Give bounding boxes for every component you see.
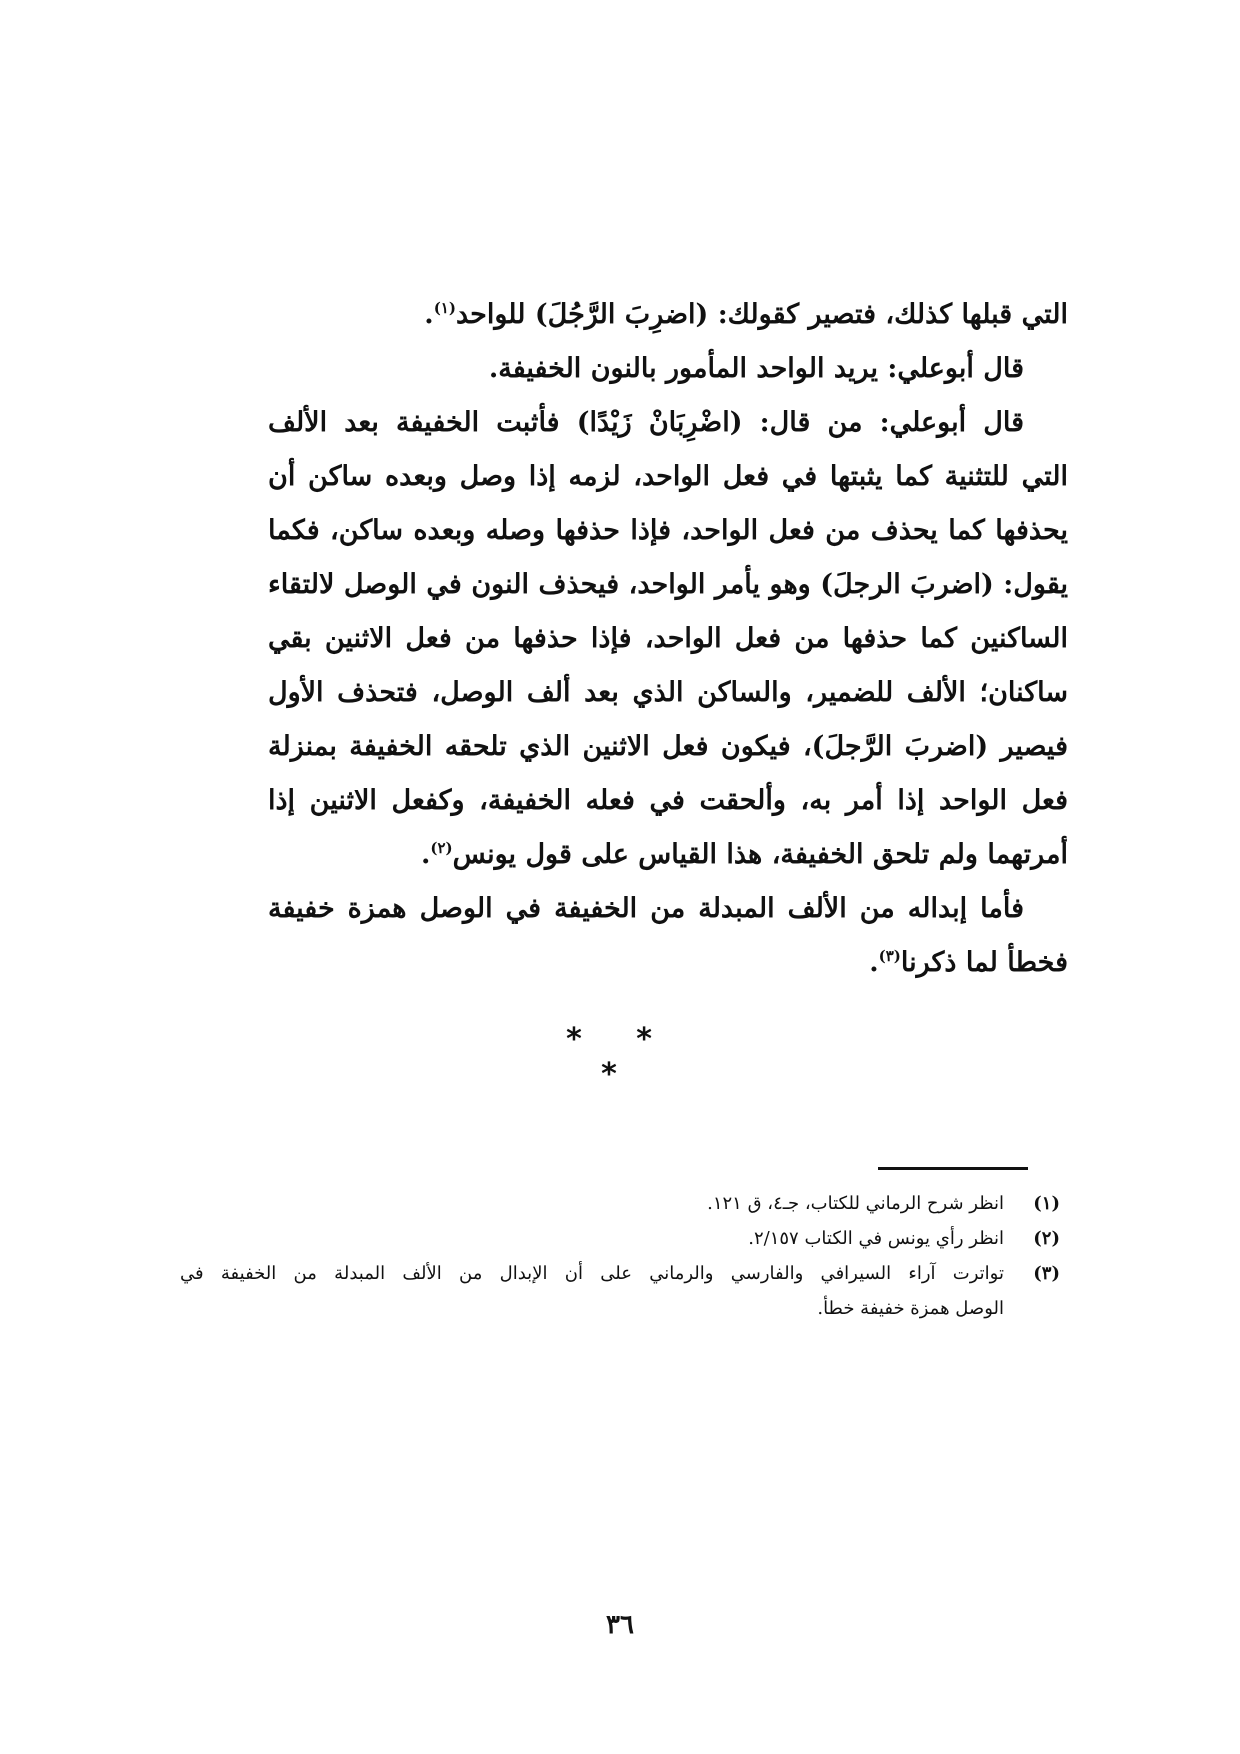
text-line: قال أبوعلي: من قال: (اضْرِبَانْ زَيْدًا) فأثبت الخفيفة بعد الألف <box>268 407 1024 438</box>
footnote-ref: (٢) <box>430 839 453 857</box>
footnote-text: تواترت آراء السيرافي والفارسي والرماني على أن الإبدال من الألف المبدلة من الخفيفة في <box>180 1263 1004 1284</box>
text-line: فيصير (اضربَ الرَّجلَ)، فيكون فعل الاثنين الذي تلحقه الخفيفة بمنزلة <box>268 731 1068 762</box>
footnote-text: انظر شرح الرماني للكتاب، جـ٤، ق ١٢١. <box>707 1193 1004 1214</box>
text-line: قال أبوعلي: يريد الواحد المأمور بالنون الخفيفة. <box>488 353 1024 384</box>
text-line: يقول: (اضربَ الرجلَ) وهو يأمر الواحد، فيحذف النون في الوصل لالتقاء <box>268 569 1068 600</box>
footnote-divider <box>878 1167 1028 1170</box>
main-text <box>268 288 1068 990</box>
footnote-number: (١) <box>1033 1193 1060 1214</box>
text-line: فأما إبداله من الألف المبدلة من الخفيفة في الوصل همزة خفيفة <box>268 893 1024 924</box>
footnote-continuation: الوصل همزة خفيفة خطأ. <box>817 1298 1004 1319</box>
text-line: أمرتهما ولم تلحق الخفيفة، هذا القياس على قول يونس$^{(٢)}$. <box>420 839 1068 870</box>
text-line: فعل الواحد إذا أمر به، وألحقت في فعله الخفيفة، وكفعل الاثنين إذا <box>268 785 1068 816</box>
section-separator: * * * <box>566 1022 674 1092</box>
footnote-ref: (٣) <box>878 947 901 965</box>
footnote <box>180 1221 1060 1256</box>
text-line: التي قبلها كذلك، فتصير كقولك: (اضرِبَ الرَّجُلَ) للواحد$^{(١)}$. <box>424 299 1068 330</box>
text-line: يحذفها كما يحذف من فعل الواحد، فإذا حذفها وصله وبعده ساكن، فكما <box>268 515 1068 546</box>
text-line: الساكنين كما حذفها من فعل الواحد، فإذا حذفها من فعل الاثنين بقي <box>268 623 1068 654</box>
text-line: التي للتثنية كما يثبتها في فعل الواحد، لزمه إذا وصل وبعده ساكن أن <box>268 461 1068 492</box>
footnote <box>180 1256 1060 1291</box>
footnote-ref: (١) <box>433 299 456 317</box>
footnote <box>180 1186 1060 1221</box>
footnote-number: (٢) <box>1033 1228 1060 1249</box>
footnotes <box>180 1186 1060 1326</box>
footnote-number: (٣) <box>1033 1263 1060 1284</box>
text-line: ساكنان؛ الألف للضمير، والساكن الذي بعد ألف الوصل، فتحذف الأول <box>268 677 1068 708</box>
footnote-text: انظر رأي يونس في الكتاب ٢/١٥٧. <box>748 1228 1004 1249</box>
page-number: ٣٦ <box>606 1610 634 1640</box>
text-line: فخطأ لما ذكرنا$^{(٣)}$. <box>869 947 1068 978</box>
